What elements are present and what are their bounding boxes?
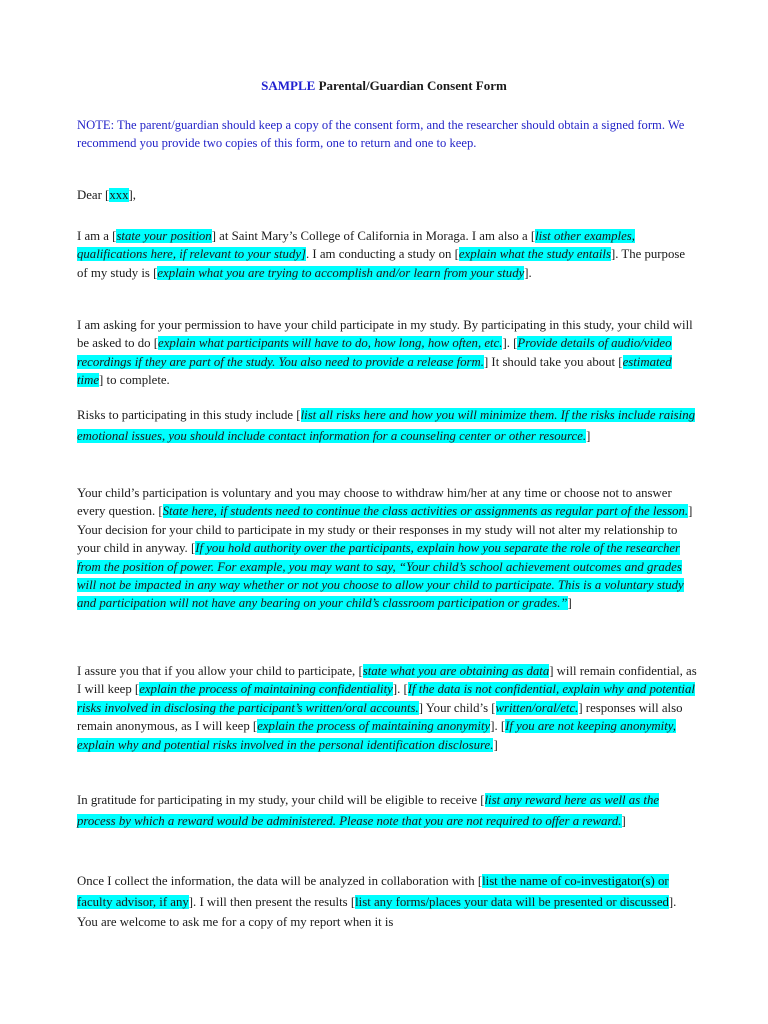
body-text: ] to complete. [99, 373, 170, 388]
placeholder-text: Provide details of audio/video recordings if they are part of the study. You also need to provide a release form. [77, 336, 672, 369]
placeholder-text: State here, if students need to continue the class activities or assignments as regular part of the lesson. [162, 504, 689, 519]
body-text: I assure you that if you allow your child to participate, [ [77, 664, 363, 678]
instruction-note: NOTE: The parent/guardian should keep a copy of the consent form, and the researcher should obtain a signed form. We recommend you provide two copies of this form, one to return and one to keep. [77, 118, 685, 150]
body-text: I am asking for your permission to have your child participate in my study. By participating in this study, your child will be asked to do [ [77, 318, 693, 351]
paragraph-risks [77, 405, 697, 446]
body-text: Once I collect the information, the data will be analyzed in collaboration with [ [77, 874, 483, 888]
body-text: ]. [ [392, 682, 408, 697]
body-text: ]. [ [502, 336, 518, 351]
placeholder-text: state what you are obtaining as data [362, 664, 550, 678]
placeholder-text: explain what you are trying to accomplish and/or learn from your study [157, 265, 525, 280]
placeholder-text: state your position [116, 229, 212, 243]
paragraph-voluntary [77, 484, 697, 613]
body-text: ]. [ [490, 719, 506, 734]
body-text: ] Your decision for your child to participate in my study or their responses in my study will not alter my relationship to your child in anyway. [ [77, 504, 693, 556]
body-text: ]. The purpose of my study is [ [77, 247, 686, 280]
placeholder-text: explain what participants will have to do, how long, how often, etc. [158, 336, 503, 351]
body-text: ] [493, 737, 498, 752]
body-text: ] responses will also remain anonymous, as I will keep [ [77, 700, 683, 734]
body-text: ] [586, 428, 591, 443]
placeholder-text: explain the process of maintaining anonymity [257, 719, 491, 734]
paragraph-analysis [77, 871, 697, 933]
greeting-text: Dear [ [77, 188, 110, 202]
placeholder-text: If the data is not confidential, explain why and potential risks involved in disclosing the participant’s written/oral accounts. [77, 682, 695, 715]
placeholder-text: explain the process of maintaining confidentiality [139, 682, 393, 697]
placeholder-text: estimated time [77, 354, 672, 388]
body-text: ] It should take you about [ [483, 354, 623, 369]
paragraph-participation [77, 316, 697, 390]
body-text: ] Your child’s [ [418, 700, 496, 715]
recipient-placeholder: xxx [109, 188, 129, 202]
placeholder-text: list other examples, qualifications here, if relevant to your study] [77, 229, 635, 262]
placeholder-text: list the name of co-investigator(s) or faculty advisor, if any [77, 874, 669, 909]
placeholder-text: list any forms/places your data will be presented or discussed [355, 894, 669, 909]
greeting [77, 186, 697, 204]
body-text: . I am conducting a study on [ [306, 247, 459, 262]
body-text: Risks to participating in this study include [ [77, 408, 301, 422]
body-text: ] [621, 813, 626, 828]
body-text: In gratitude for participating in my study, your child will be eligible to receive [ [77, 793, 485, 807]
placeholder-text: list any reward here as well as the process by which a reward would be administered. Please note that you are not required to offer a reward. [77, 793, 660, 828]
paragraph-introduction [77, 227, 697, 282]
placeholder-text: list all risks here and how you will minimize them. If the risks include raising emotional issues, you should include contact information for a counseling center or other resource. [77, 408, 696, 443]
page-title [0, 78, 768, 94]
body-text: ] [567, 596, 572, 611]
body-text: ]. You are welcome to ask me for a copy of my report when it is [77, 894, 677, 929]
greeting-text: ], [128, 188, 136, 202]
placeholder-text: explain what the study entails [458, 247, 611, 262]
body-text: ]. [524, 265, 532, 280]
placeholder-text: written/oral/etc. [495, 700, 579, 715]
body-text: ] at Saint Mary’s College of California in Moraga. I am also a [ [211, 229, 536, 243]
placeholder-text: If you hold authority over the participants, explain how you separate the role of the researcher from the position of power. For example, you may want to say, “Your child’s school achievement outcomes and grades will not be impacted in any way whether or not you choose to allow your child to participate. This is a voluntary study and participation will not have any bearing on your child’s classroom participation or grades.” [77, 541, 684, 611]
title-text: Parental/Guardian Consent Form [315, 78, 507, 93]
body-text: ] will remain confidential, as I will keep [ [77, 664, 697, 697]
placeholder-text: If you are not keeping anonymity, explain why and potential risks involved in the personal identification disclosure. [77, 719, 676, 752]
paragraph-reward [77, 790, 697, 831]
paragraph-confidentiality [77, 662, 697, 754]
body-text: I am a [ [77, 229, 117, 243]
body-text: Your child’s participation is voluntary and you may choose to withdraw him/her at any time or choose not to answer every question. [ [77, 486, 672, 519]
body-text: ]. I will then present the results [ [188, 894, 356, 909]
sample-label: SAMPLE [261, 78, 316, 93]
